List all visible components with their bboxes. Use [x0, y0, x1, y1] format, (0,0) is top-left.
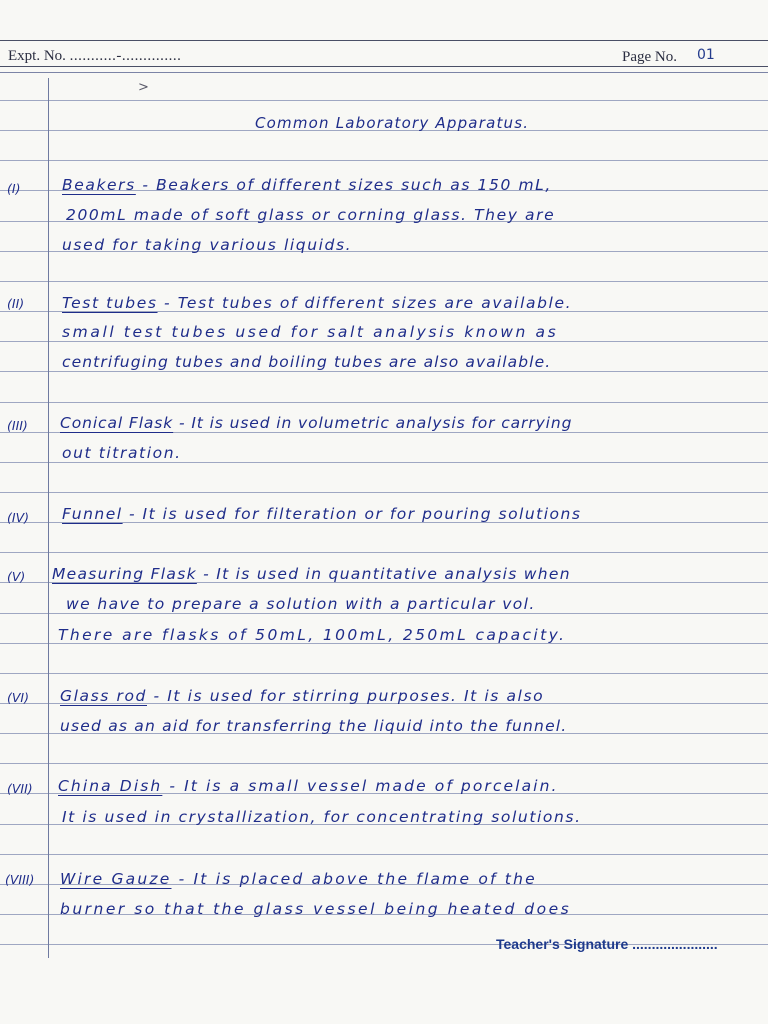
ruled-line — [0, 763, 768, 764]
ruled-line — [0, 371, 768, 372]
item-text: - It is a small vessel made of porcelain. — [162, 777, 559, 795]
ruled-line — [0, 673, 768, 674]
item-line — [60, 414, 572, 432]
teacher-signature-label: Teacher's Signature ...................... — [496, 936, 718, 952]
ruled-line — [0, 341, 768, 342]
item-number: (V) — [7, 569, 26, 584]
item-line: It is used in crystallization, for concentrating solutions. — [62, 808, 582, 826]
item-number: (VIII) — [5, 872, 35, 887]
item-line: There are flasks of 50mL, 100mL, 250mL capacity. — [58, 626, 567, 644]
ruled-line — [0, 402, 768, 403]
item-line — [60, 870, 537, 888]
ruled-line — [0, 160, 768, 161]
item-number: (I) — [7, 181, 21, 196]
item-text: - It is used in quantitative analysis when — [196, 565, 571, 583]
item-term: Beakers — [62, 176, 136, 194]
expt-no-label: Expt. No. — [8, 48, 70, 64]
item-line: centrifuging tubes and boiling tubes are also available. — [62, 353, 552, 371]
item-term: Wire Gauze — [60, 870, 172, 888]
item-number: (III) — [7, 418, 28, 433]
item-text: - It is used for stirring purposes. It is also — [147, 687, 545, 705]
pen-mark: > — [138, 80, 149, 95]
item-term: Test tubes — [62, 294, 158, 312]
ruled-line — [0, 432, 768, 433]
item-line — [62, 294, 572, 312]
item-term: Conical Flask — [60, 414, 174, 432]
item-line — [60, 687, 544, 705]
item-text: - Beakers of different sizes such as 150 mL, — [135, 176, 552, 194]
item-line: burner so that the glass vessel being heated does — [60, 900, 572, 918]
ruled-line — [0, 281, 768, 282]
item-number: (VI) — [7, 690, 29, 705]
item-line: small test tubes used for salt analysis known as — [62, 323, 559, 341]
item-term: Measuring Flask — [52, 565, 197, 583]
ruled-line — [0, 613, 768, 614]
expt-no-dots: ...........‑.............. — [69, 48, 182, 64]
item-text: - It is used for filteration or for pouring solutions — [122, 505, 582, 523]
page-no-value: 01 — [697, 47, 715, 63]
item-line — [58, 777, 559, 795]
ruled-line — [0, 462, 768, 463]
expt-no-field — [8, 48, 181, 65]
margin-line — [48, 78, 49, 958]
item-line — [62, 505, 581, 523]
item-term: Funnel — [62, 505, 123, 523]
item-line: we have to prepare a solution with a particular vol. — [66, 595, 536, 613]
ruled-line — [0, 552, 768, 553]
header-top-rule — [0, 40, 768, 41]
ruled-line — [0, 492, 768, 493]
header-bottom-rule — [0, 66, 768, 67]
item-line — [52, 565, 571, 583]
item-line: out titration. — [62, 444, 182, 462]
item-number: (II) — [7, 296, 25, 311]
item-line — [62, 176, 552, 194]
item-line: 200mL made of soft glass or corning glass. They are — [66, 206, 556, 224]
page-title: Common Laboratory Apparatus. — [255, 114, 530, 132]
item-number: (IV) — [7, 510, 29, 525]
item-text: - It is used in volumetric analysis for carrying — [173, 414, 573, 432]
ruled-line — [0, 100, 768, 101]
header-double-rule — [0, 72, 768, 73]
item-text: - Test tubes of different sizes are available. — [157, 294, 573, 312]
ruled-line — [0, 854, 768, 855]
item-term: China Dish — [58, 777, 163, 795]
item-line: used as an aid for transferring the liquid into the funnel. — [60, 717, 568, 735]
item-text: - It is placed above the flame of the — [171, 870, 537, 888]
page-no-label: Page No. — [622, 49, 677, 65]
item-line: used for taking various liquids. — [62, 236, 353, 254]
item-term: Glass rod — [60, 687, 147, 705]
item-number: (VII) — [7, 781, 33, 796]
